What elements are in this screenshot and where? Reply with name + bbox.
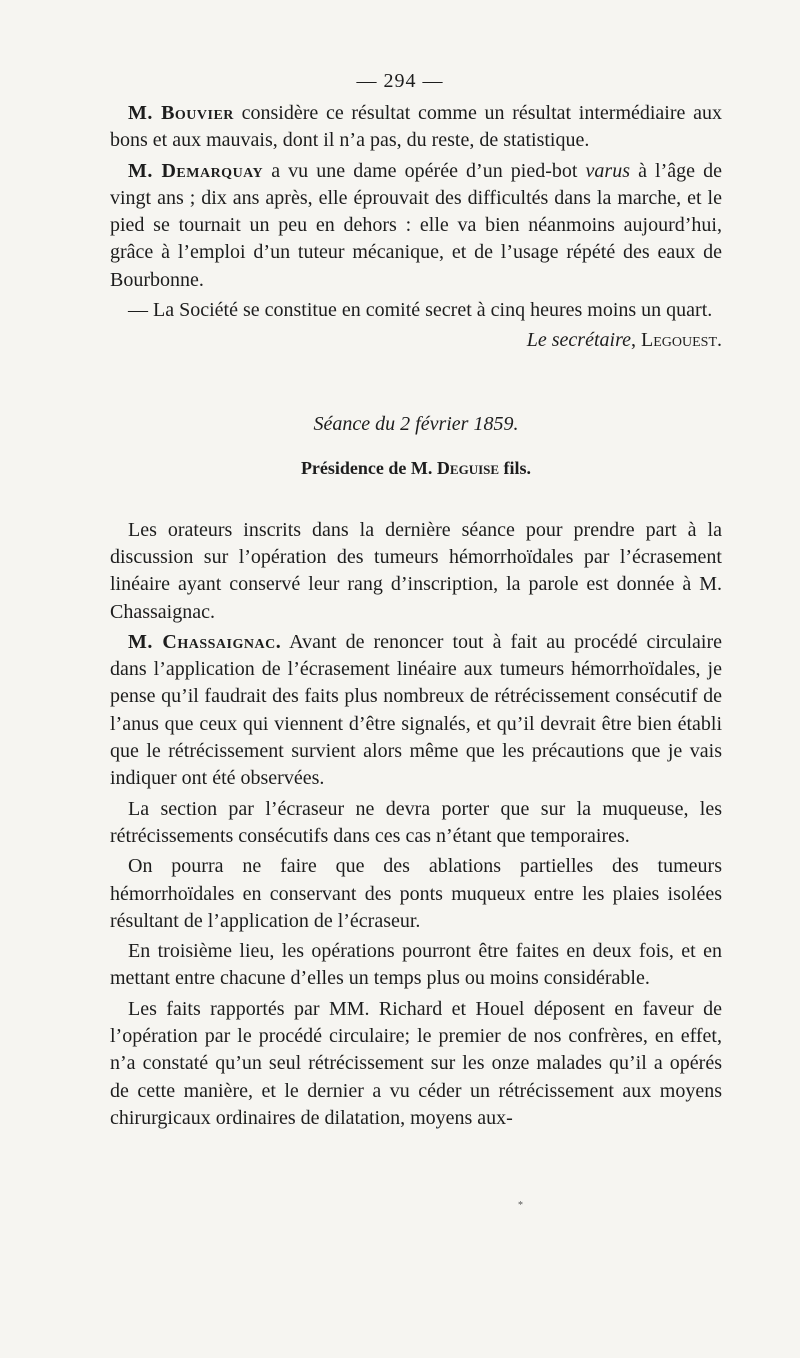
speaker-name: M. Demarquay [128,159,264,182]
signature-role: Le secrétaire [526,329,631,352]
presidence-suffix: fils. [499,457,532,478]
signature-name: Legouest. [641,329,722,352]
speaker-name: M. Bouvier [128,102,234,124]
paragraph-section: La section par l’écraseur ne devra porter que sur la muqueuse, les rétrécissements consécutifs dans ces cas n’étant que temporaires. [110,797,722,847]
signature: Le secrétaire, Legouest. [526,329,722,352]
paragraph-text: à l’âge de vingt ans ; dix ans après, elle éprouvait des difficultés dans la marche, et le pied se tournait un peu en dehors : elle va bien néanmoins aujourd’hui, grâce à l’emploi d’un tuteur mécanique, et de l’usage répété des eaux de Bourbonne. [110,159,722,291]
paragraph-faits: Les faits rapportés par MM. Richard et Houel déposent en faveur de l’opération par le procédé circulaire; le premier de nos confrères, en effet, n’a constaté qu’un seul rétrécissement sur les onze malades qu’il a opérés de cette manière, et le dernier a vu céder un rétrécissement aux moyens chirurgicaux ordinaires de dilatation, moyens aux- [110,997,722,1129]
text-column [110,100,722,1135]
paragraph-comite: — La Société se constitue en comité secret à cinq heures moins un quart. [128,299,713,322]
page-number: — 294 — [356,70,444,92]
paragraph-troisieme: En troisième lieu, les opérations pourront être faites en deux fois, et en mettant entre chacune d’elles un temps plus ou moins considérable. [110,940,722,990]
presidence-name: Deguise [436,457,500,478]
speaker-name: M. Chassaignac. [128,630,282,653]
footer-mark: * [518,1200,523,1211]
paragraph-bouvier [110,100,722,155]
paragraph-demarquay [110,158,722,294]
session-title: Séance du 2 février 1859. [313,412,519,435]
presidence-prefix: Présidence de M. [300,457,437,478]
presidence-line [110,458,722,479]
paragraph-ablations: On pourra ne faire que des ablations partielles des tumeurs hémorrhoïdales en conservant des ponts muqueux entre les plaies isolées résultant de l’application de l’écraseur. [110,855,722,932]
paragraph-orateurs: Les orateurs inscrits dans la dernière séance pour prendre part à la discussion sur l’opération des tumeurs hémorrhoïdales par l’écrasement linéaire ayant conservé leur rang d’inscription, la parole est donnée à M. Chassaignac. [110,518,722,623]
italic-term: varus [585,159,630,182]
paragraph-text: considère ce résultat comme un résultat intermédiaire aux bons et aux mauvais, dont il n’a pas, du reste, de statistique. [110,102,722,152]
paragraph-text: Avant de renoncer tout à fait au procédé circulaire dans l’application de l’écrasement linéaire aux tumeurs hémorrhoïdales, je pense qu’il faudrait des faits plus nombreux de rétrécissement consécutif de l’anus que ceux qui viennent d’être signalés, et qu’il devrait être bien établi que le rétrécissement survient alors même que les précautions que je vais indiquer ont été observées. [110,630,722,790]
paragraph-text: a vu une dame opérée d’un pied-bot [263,159,586,182]
paragraph-chassaignac [110,629,722,793]
